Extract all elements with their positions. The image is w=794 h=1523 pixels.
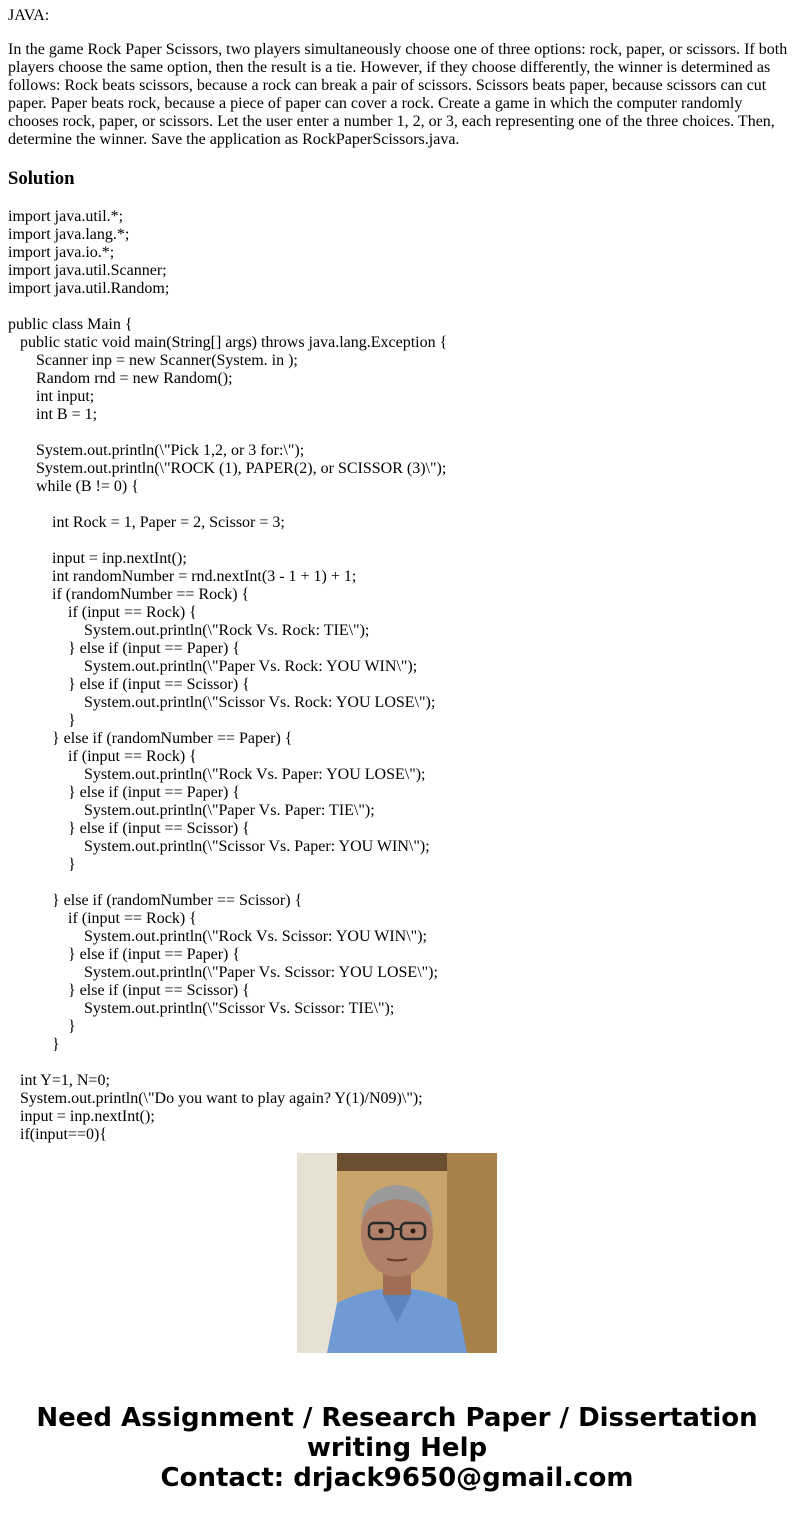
author-photo-icon [297, 1153, 497, 1353]
code-line: System.out.println(\"Rock Vs. Rock: TIE\"); [8, 622, 370, 639]
code-line: } [8, 856, 76, 873]
question-text: In the game Rock Paper Scissors, two players simultaneously choose one of three options: rock, paper, or scissors. If both players choose the same option, then the result is a tie. However, if they choose differently, the winner is determined as follows: Rock beats scissors, because a rock can break a pair of scissors. Scissors beats paper, because scissors can cut paper. Paper beats rock, because a piece of paper can cover a rock. Create a game in which the computer randomly chooses rock, paper, or scissors. Let the user enter a number 1, 2, or 3, each representing one of the three choices. Then, determine the winner. Save the application as RockPaperScissors.java. [8, 41, 788, 148]
code-line: if (input == Rock) { [8, 604, 197, 621]
code-line: Random rnd = new Random(); [8, 370, 233, 387]
banner-line-2: writing Help [306, 1433, 488, 1463]
contact-banner [0, 1403, 794, 1493]
code-line: System.out.println(\"Scissor Vs. Rock: YOU LOSE\"); [8, 694, 436, 711]
code-line: Scanner inp = new Scanner(System. in ); [8, 352, 298, 369]
code-line: } [8, 712, 76, 729]
author-avatar [297, 1153, 497, 1353]
code-line: System.out.println(\"Paper Vs. Rock: YOU WIN\"); [8, 658, 418, 675]
code-line: System.out.println(\"Scissor Vs. Scissor: TIE\"); [8, 1000, 395, 1017]
code-line: public class Main { [8, 316, 133, 333]
code-line [8, 496, 788, 514]
code-line [8, 532, 788, 550]
code-line: } else if (input == Scissor) { [8, 982, 250, 999]
code-line: System.out.println(\"Paper Vs. Paper: TIE\"); [8, 802, 375, 819]
code-line: } else if (input == Paper) { [8, 640, 241, 657]
contact-email[interactable]: Contact: drjack9650@gmail.com [160, 1463, 634, 1493]
code-line: import java.util.Random; [8, 280, 170, 297]
code-line: System.out.println(\"Paper Vs. Scissor: YOU LOSE\"); [8, 964, 438, 981]
code-line: if(input==0){ [8, 1126, 108, 1143]
code-line: import java.lang.*; [8, 226, 130, 243]
code-line: System.out.println(\"Do you want to play again? Y(1)/N09)\"); [8, 1090, 423, 1107]
code-line: import java.util.*; [8, 208, 124, 225]
code-line: input = inp.nextInt(); [8, 550, 187, 567]
code-line: } else if (randomNumber == Scissor) { [8, 892, 303, 909]
code-line: System.out.println(\"Rock Vs. Paper: YOU LOSE\"); [8, 766, 426, 783]
code-line [8, 874, 788, 892]
solution-heading: Solution [8, 168, 75, 189]
code-line: System.out.println(\"ROCK (1), PAPER(2), or SCISSOR (3)\"); [8, 460, 447, 477]
code-line: int Y=1, N=0; [8, 1072, 110, 1089]
code-line: if (randomNumber == Rock) { [8, 586, 250, 603]
code-line: } else if (randomNumber == Paper) { [8, 730, 293, 747]
code-line [8, 424, 788, 442]
code-line: } [8, 1036, 60, 1053]
code-line: if (input == Rock) { [8, 910, 197, 927]
code-line: while (B != 0) { [8, 478, 139, 495]
code-line: int B = 1; [8, 406, 98, 423]
code-line: } else if (input == Paper) { [8, 946, 241, 963]
code-line: System.out.println(\"Scissor Vs. Paper: YOU WIN\"); [8, 838, 430, 855]
code-line: } else if (input == Scissor) { [8, 676, 250, 693]
code-line: import java.io.*; [8, 244, 115, 261]
code-line [8, 1054, 788, 1072]
language-label: JAVA: [8, 7, 50, 24]
code-line: } [8, 1018, 76, 1035]
code-line: } else if (input == Paper) { [8, 784, 241, 801]
code-line: System.out.println(\"Pick 1,2, or 3 for:\"); [8, 442, 305, 459]
code-line: if (input == Rock) { [8, 748, 197, 765]
code-line: int randomNumber = rnd.nextInt(3 - 1 + 1) + 1; [8, 568, 357, 585]
code-line: import java.util.Scanner; [8, 262, 167, 279]
banner-line-1: Need Assignment / Research Paper / Dissertation [36, 1403, 758, 1433]
code-line: System.out.println(\"Rock Vs. Scissor: YOU WIN\"); [8, 928, 427, 945]
code-line: input = inp.nextInt(); [8, 1108, 155, 1125]
code-line: } else if (input == Scissor) { [8, 820, 250, 837]
document-content [8, 7, 788, 190]
code-line: int input; [8, 388, 95, 405]
solution-code [8, 208, 788, 1143]
code-line: int Rock = 1, Paper = 2, Scissor = 3; [8, 514, 285, 531]
code-line: public static void main(String[] args) throws java.lang.Exception { [8, 334, 448, 351]
code-line [8, 298, 788, 316]
